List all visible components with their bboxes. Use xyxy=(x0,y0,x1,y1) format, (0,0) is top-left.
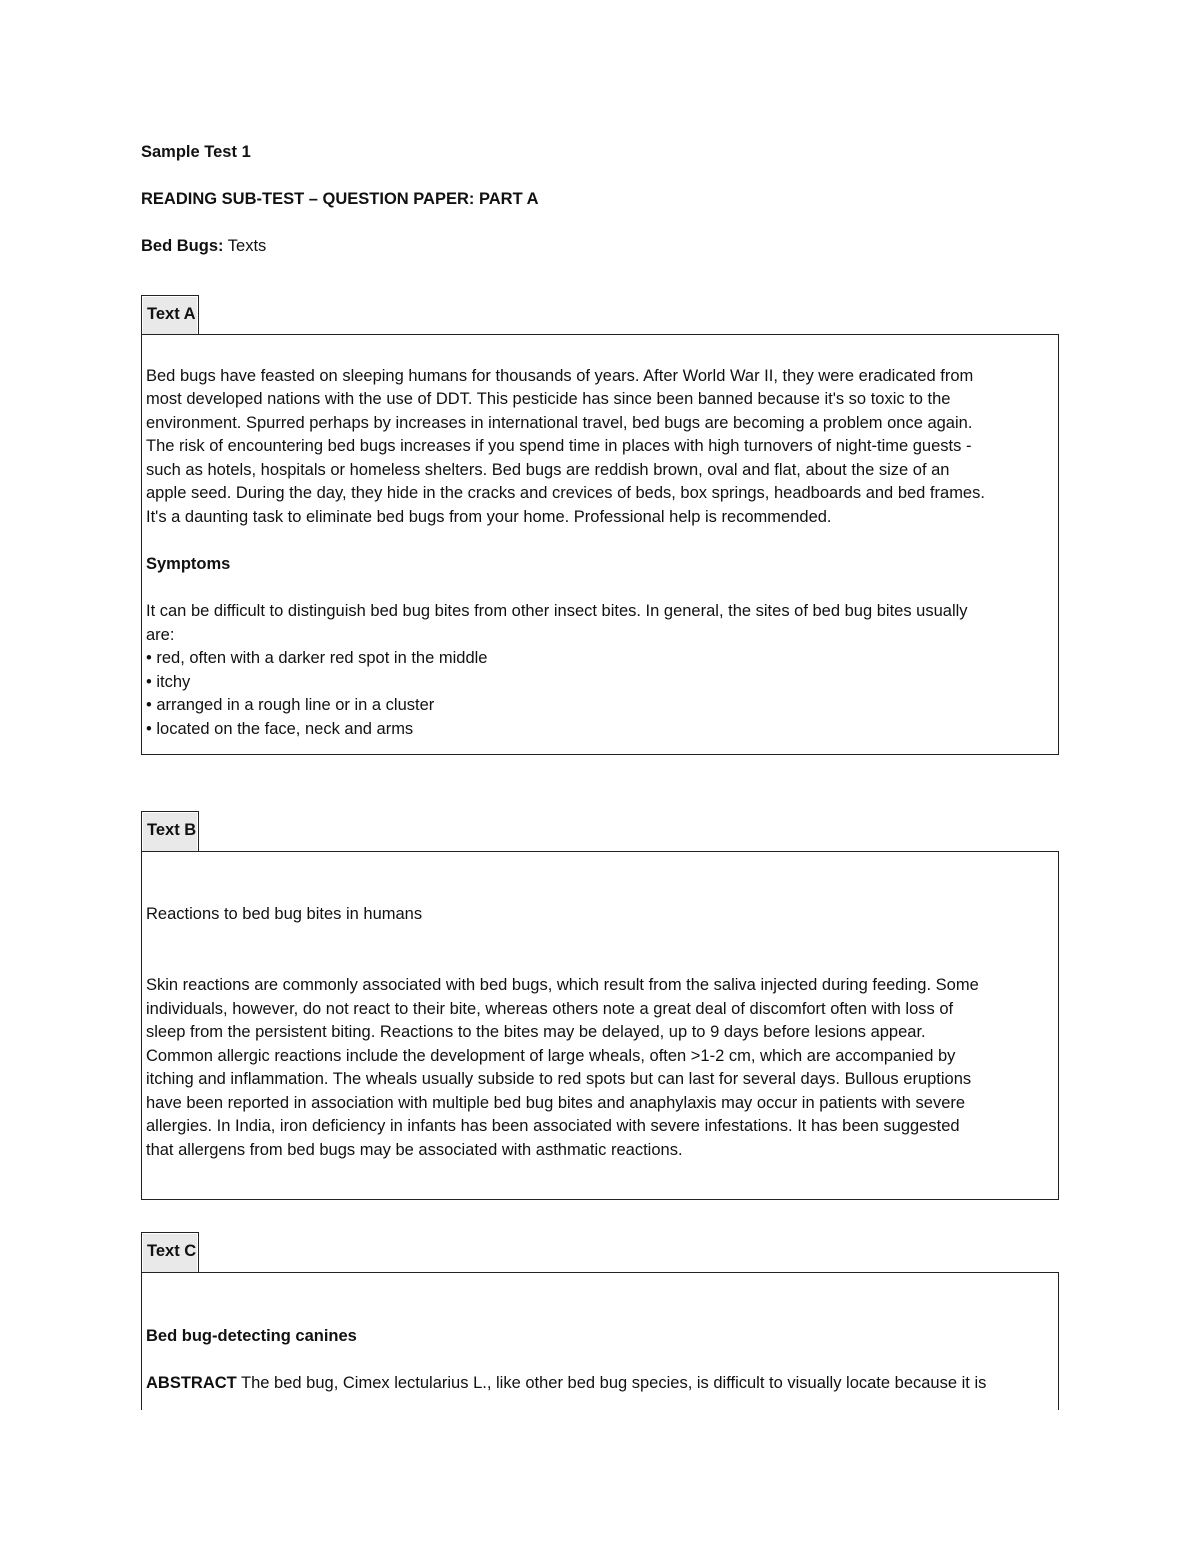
text-a-line: most developed nations with the use of DDT. This pesticide has since been banned because it's so toxic to the xyxy=(146,390,951,408)
text-a-tab xyxy=(141,295,199,335)
text-a-line: environment. Spurred perhaps by increases in international travel, bed bugs are becoming a problem once again. xyxy=(146,414,973,432)
list-item: • itchy xyxy=(146,673,191,691)
symptoms-intro-line: are: xyxy=(146,626,175,644)
list-item: • red, often with a darker red spot in the middle xyxy=(146,649,488,667)
list-item: • arranged in a rough line or in a cluster xyxy=(146,696,435,714)
text-b-line: allergies. In India, iron deficiency in infants has been associated with severe infestations. It has been suggested xyxy=(146,1117,960,1135)
topic-label: Bed Bugs: xyxy=(141,237,224,255)
symptoms-heading: Symptoms xyxy=(146,555,231,573)
text-a-line: It's a daunting task to eliminate bed bugs from your home. Professional help is recommended. xyxy=(146,508,832,526)
text-b-line: sleep from the persistent biting. Reactions to the bites may be delayed, up to 9 days before lesions appear. xyxy=(146,1023,926,1041)
text-b-title: Reactions to bed bug bites in humans xyxy=(146,905,423,923)
text-a-line: The risk of encountering bed bugs increases if you spend time in places with high turnovers of night-time guests - xyxy=(146,437,972,455)
text-b-label: Text B xyxy=(147,821,197,839)
text-b-line: have been reported in association with multiple bed bug bites and anaphylaxis may occur in patients with severe xyxy=(146,1094,966,1112)
text-b-line: Common allergic reactions include the development of large wheals, often >1-2 cm, which are accompanied by xyxy=(146,1047,956,1065)
text-b-line: that allergens from bed bugs may be associated with asthmatic reactions. xyxy=(146,1141,683,1159)
list-item: • located on the face, neck and arms xyxy=(146,720,414,738)
text-b-line: itching and inflammation. The wheals usually subside to red spots but can last for several days. Bullous eruptions xyxy=(146,1070,972,1088)
topic-line xyxy=(141,237,266,256)
text-c-heading: Bed bug-detecting canines xyxy=(146,1327,357,1345)
abstract-text: The bed bug, Cimex lectularius L., like other bed bug species, is difficult to visually locate because it is xyxy=(236,1374,987,1392)
text-a-label: Text A xyxy=(147,305,196,323)
text-c-abstract xyxy=(146,1372,986,1395)
paper-title: READING SUB-TEST – QUESTION PAPER: PART A xyxy=(141,190,539,208)
text-a-line: Bed bugs have feasted on sleeping humans for thousands of years. After World War II, they were eradicated from xyxy=(146,367,974,385)
symptoms-intro-line: It can be difficult to distinguish bed bug bites from other insect bites. In general, the sites of bed bug bites usually xyxy=(146,602,968,620)
text-b-line: individuals, however, do not react to their bite, whereas others note a great deal of discomfort often with loss of xyxy=(146,1000,954,1018)
abstract-label: ABSTRACT xyxy=(146,1374,237,1392)
text-a-line: such as hotels, hospitals or homeless shelters. Bed bugs are reddish brown, oval and flat, about the size of an xyxy=(146,461,950,479)
sample-test-title: Sample Test 1 xyxy=(141,143,251,161)
text-b-tab xyxy=(141,811,199,851)
text-a-line: apple seed. During the day, they hide in the cracks and crevices of beds, box springs, headboards and bed frames. xyxy=(146,484,985,502)
text-c-label: Text C xyxy=(147,1242,197,1260)
text-b-line: Skin reactions are commonly associated with bed bugs, which result from the saliva injected during feeding. Some xyxy=(146,976,979,994)
topic-rest: Texts xyxy=(223,237,267,255)
text-c-tab xyxy=(141,1232,199,1272)
